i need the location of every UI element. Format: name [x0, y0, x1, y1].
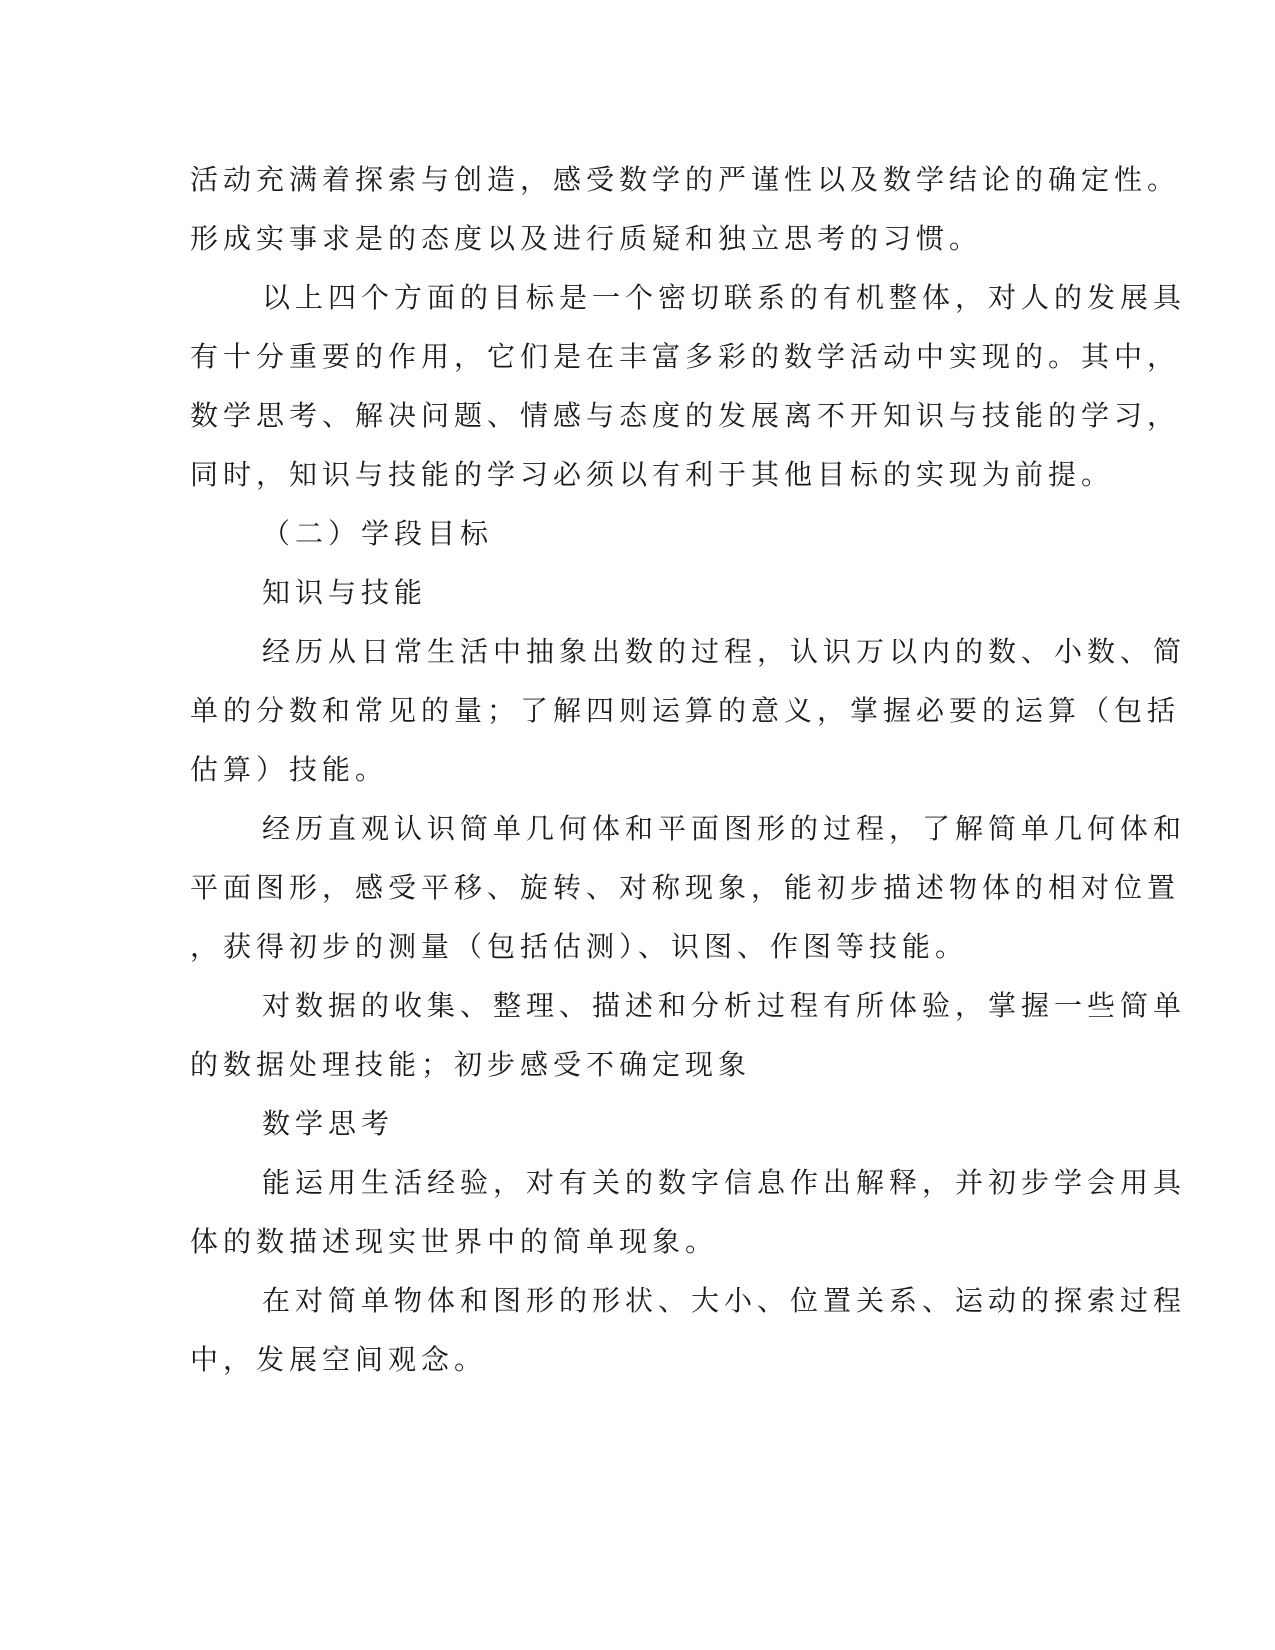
subsection-heading: 数学思考 — [262, 1107, 395, 1140]
paragraph-first-line: 能运用生活经验，对有关的数字信息作出解释，并初步学会用具 — [262, 1166, 1187, 1199]
text-line: 形成实事求是的态度以及进行质疑和独立思考的习惯。 — [190, 222, 983, 255]
paragraph-first-line: 对数据的收集、整理、描述和分析过程有所体验，掌握一些简单 — [262, 989, 1187, 1022]
text-line: 数学思考、解决问题、情感与态度的发展离不开知识与技能的学习， — [190, 399, 1181, 432]
paragraph-first-line: 在对简单物体和图形的形状、大小、位置关系、运动的探索过程 — [262, 1284, 1187, 1317]
paragraph-first-line: 以上四个方面的目标是一个密切联系的有机整体，对人的发展具 — [262, 281, 1187, 314]
subsection-heading: 知识与技能 — [262, 576, 428, 609]
text-line: 中，发展空间观念。 — [190, 1343, 488, 1376]
text-line: 单的分数和常见的量；了解四则运算的意义，掌握必要的运算（包括 — [190, 694, 1181, 727]
paragraph-first-line: 经历从日常生活中抽象出数的过程，认识万以内的数、小数、简 — [262, 635, 1187, 668]
text-line: ，获得初步的测量（包括估测）、识图、作图等技能。 — [190, 930, 969, 963]
text-line: 的数据处理技能；初步感受不确定现象 — [190, 1048, 752, 1081]
section-heading: （二）学段目标 — [262, 517, 494, 550]
paragraph-first-line: 经历直观认识简单几何体和平面图形的过程，了解简单几何体和 — [262, 812, 1187, 845]
text-line: 估算）技能。 — [190, 753, 389, 786]
text-line: 平面图形，感受平移、旋转、对称现象，能初步描述物体的相对位置 — [190, 871, 1181, 904]
text-line: 有十分重要的作用，它们是在丰富多彩的数学活动中实现的。其中， — [190, 340, 1181, 373]
text-line: 体的数描述现实世界中的简单现象。 — [190, 1225, 719, 1258]
text-line: 活动充满着探索与创造，感受数学的严谨性以及数学结论的确定性。 — [190, 163, 1181, 196]
text-line: 同时，知识与技能的学习必须以有利于其他目标的实现为前提。 — [190, 458, 1115, 491]
